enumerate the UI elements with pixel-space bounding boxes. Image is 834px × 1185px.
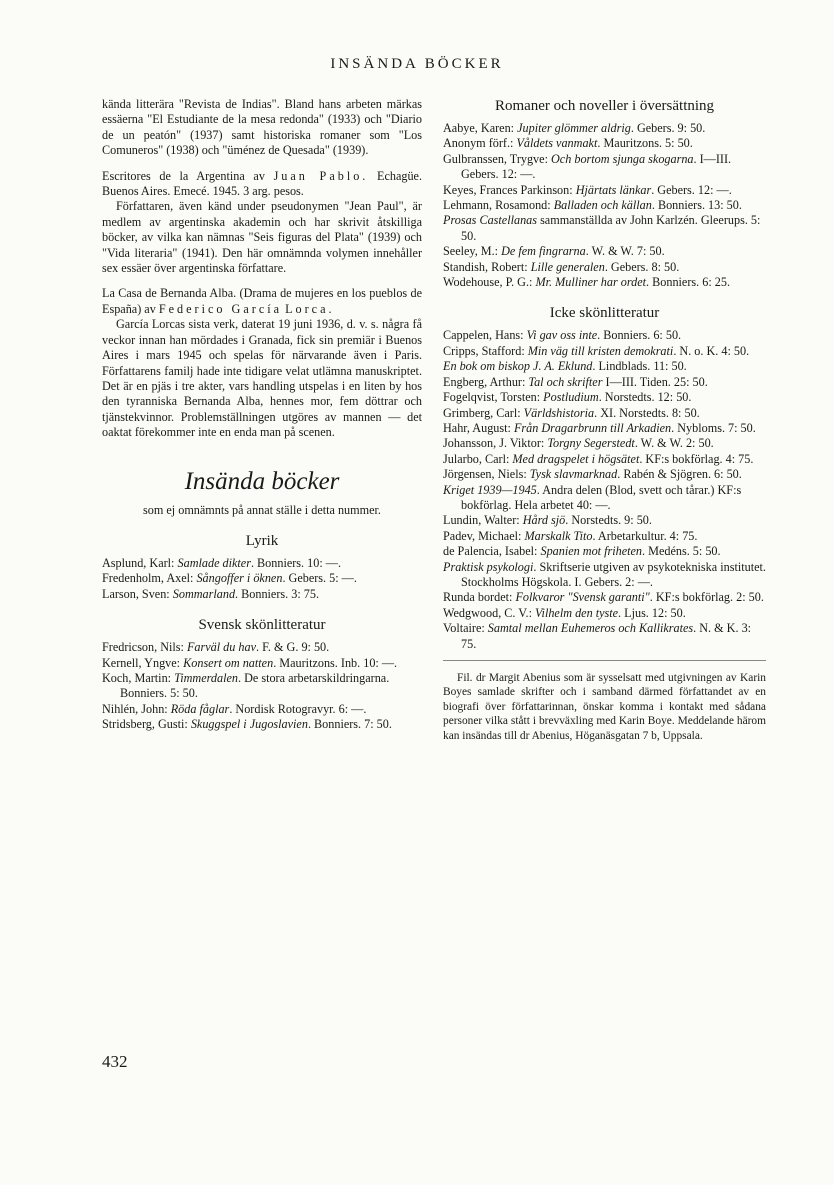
book-publisher: . KF:s bokförlag. 2: 50. — [649, 590, 764, 605]
book-publisher: . Gebers. 9: 50. — [630, 121, 706, 135]
review-casa-body: García Lorcas sista verk, daterat 19 juni 1936, d. v. s. några få veckor innan han mördades i Granada, fick sin premiär i Buenos Aires i mars 1945 och spelas för närvarande även i Paris. Författarens familj hade inte tidigare velat utlämna manuskriptet. Det är en pjäs i tre akter, vars handling utspelas i en liten by hos den tyranniska Bernanda Alba, hennes mor, fem döttrar och tjänstekvinnor. Problemställningen utgöres av mannen — det oaktat förekommer inte en enda man på scenen. — [102, 317, 422, 440]
review-casa-heading: La Casa de Bernanda Alba. (Drama de mujeres en los pueblos de España) av Federico García Lorca. — [102, 286, 422, 316]
book-title: Balladen och källan — [553, 198, 652, 213]
book-entry — [443, 529, 766, 544]
section-title: Insända böcker — [184, 467, 340, 495]
book-publisher: . Bonniers. 6: 25. — [646, 275, 731, 290]
book-title: Hjärtats länkar — [575, 182, 652, 197]
book-entry — [443, 152, 766, 183]
book-author: Standish, Robert: — [443, 259, 531, 274]
book-entry — [102, 571, 422, 586]
book-entry — [102, 671, 422, 702]
book-publisher: . W. & W. 2: 50. — [634, 436, 714, 451]
book-publisher: . I—III. Gebers. 12: —. — [461, 151, 732, 182]
book-entry — [443, 560, 766, 591]
book-entry — [443, 452, 766, 467]
book-author: Anonym förf.: — [443, 136, 517, 151]
book-author: Kernell, Yngve: — [102, 655, 184, 670]
book-author: Koch, Martin: — [102, 670, 175, 685]
book-author: Lundin, Walter: — [443, 513, 523, 528]
book-entry — [443, 359, 766, 374]
book-author: Seeley, M.: — [443, 244, 502, 259]
book-entry — [443, 436, 766, 451]
book-author: Jularbo, Carl: — [443, 451, 513, 466]
book-title: Hård sjö — [522, 513, 566, 528]
book-publisher: . Gebers. 5: —. — [282, 571, 357, 586]
book-author: Wodehouse, P. G.: — [443, 275, 536, 290]
book-publisher: . Nordisk Rotogravyr. 6: —. — [229, 701, 367, 716]
book-publisher: . Mauritzons. Inb. 10: —. — [273, 655, 398, 670]
book-entry — [443, 483, 766, 514]
book-publisher: . Nybloms. 7: 50. — [671, 420, 756, 435]
book-author: Larson, Sven: — [102, 586, 173, 601]
book-author: Fogelqvist, Torsten: — [443, 390, 544, 405]
book-author: Cripps, Stafford: — [443, 343, 528, 358]
book-title: Vi gav oss inte — [526, 328, 598, 343]
book-title: Folkvaror "Svensk garanti" — [515, 590, 650, 605]
book-title: Med dragspelet i högsätet — [512, 451, 640, 466]
book-publisher: . Gebers. 8: 50. — [604, 259, 680, 274]
book-author: Grimberg, Carl: — [443, 405, 524, 420]
right-column — [443, 97, 766, 743]
book-entry — [102, 587, 422, 602]
category-heading: Svensk skönlitteratur — [198, 617, 326, 634]
book-entry — [443, 406, 766, 421]
book-publisher: . Norstedts. 9: 50. — [565, 513, 652, 528]
book-title: Farväl du hav — [186, 640, 257, 655]
book-publisher: . Bonniers. 6: 50. — [597, 328, 682, 343]
book-entry — [443, 136, 766, 151]
book-title: Tysk slavmarknad — [529, 467, 618, 482]
book-author: Fredenholm, Axel: — [102, 571, 197, 586]
book-title: Postludium — [543, 390, 599, 405]
book-list-icke — [443, 304, 766, 652]
book-publisher: . Bonniers. 10: —. — [250, 555, 342, 570]
book-title: Lille generalen — [530, 259, 605, 274]
book-title: Vilhelm den tyste — [535, 605, 619, 620]
review-continuation: kända litterära "Revista de Indias". Bland hans arbeten märkas essäerna "El Estudiante de la mesa redonda" (1933) och "Diario de un peatón" (1937) samt historiska romaner som "Los Comuneros" (1938) och "üménez de Quesada" (1939). — [102, 97, 422, 158]
book-title: Från Dragarbrunn till Arkadien — [513, 420, 672, 435]
book-title: Och bortom sjunga skogarna — [551, 151, 694, 166]
book-title: Skuggspel i Jugoslavien — [190, 717, 308, 732]
book-entry — [443, 328, 766, 343]
book-entry — [443, 213, 766, 244]
book-entry — [443, 390, 766, 405]
book-title: Torgny Segerstedt — [547, 436, 635, 451]
book-entry — [443, 606, 766, 621]
book-author: Nihlén, John: — [102, 701, 171, 716]
book-author: Runda bordet: — [443, 590, 516, 605]
book-publisher: . Mauritzons. 5: 50. — [597, 136, 693, 151]
book-entry — [443, 275, 766, 290]
book-publisher: . Andra delen (Blod, svett och tårar.) KF:s bokförlag. Hela arbetet 40: —. — [461, 482, 742, 512]
book-author: Padev, Michael: — [443, 528, 525, 543]
book-entry — [102, 556, 422, 571]
book-title: Jupiter glömmer aldrig — [517, 121, 631, 135]
book-author: Fredricson, Nils: — [102, 640, 187, 655]
book-entry — [443, 590, 766, 605]
book-title: De fem fingrarna — [501, 244, 586, 259]
book-title: Timmerdalen — [174, 670, 238, 685]
book-publisher: . De stora arbetarskildringarna. Bonniers. 5: 50. — [120, 670, 390, 701]
book-publisher: . Gebers. 12: —. — [651, 182, 732, 197]
book-list-svensk — [102, 616, 422, 732]
book-author: Hahr, August: — [443, 420, 514, 435]
book-title: Röda fåglar — [170, 701, 230, 716]
book-entry — [443, 244, 766, 259]
book-title: Praktisk psykologi — [443, 559, 534, 574]
review-escritores-heading: Escritores de la Argentina av Juan Pablo. Echagüe. Buenos Aires. Emecé. 1945. 3 arg. pesos. — [102, 168, 423, 199]
book-publisher: . F. & G. 9: 50. — [256, 640, 330, 655]
book-author: Gulbranssen, Trygve: — [443, 151, 551, 166]
book-author: de Palencia, Isabel: — [443, 544, 541, 559]
category-heading: Romaner och noveller i översättning — [494, 98, 715, 114]
book-publisher: . Arbetarkultur. 4: 75. — [592, 528, 698, 543]
book-publisher: . Bonniers. 3: 75. — [235, 586, 320, 601]
book-title: Världshistoria — [523, 405, 595, 420]
category-heading: Icke skönlitteratur — [549, 305, 660, 322]
book-publisher: . Norstedts. 12: 50. — [598, 390, 692, 405]
book-author: Asplund, Karl: — [102, 555, 178, 570]
book-title: Min väg till kristen demokrati — [527, 343, 674, 358]
book-publisher: . Rabén & Sjögren. 6: 50. — [617, 467, 742, 482]
book-publisher: . Bonniers. 7: 50. — [307, 717, 392, 732]
book-title: Konsert om natten — [183, 655, 274, 670]
book-author: Jörgensen, Niels: — [443, 467, 530, 482]
book-title: Tal och skrifter — [528, 374, 603, 389]
book-publisher: . W. & W. 7: 50. — [585, 244, 665, 259]
book-author: Voltaire: — [443, 621, 488, 636]
book-publisher: . XI. Norstedts. 8: 50. — [594, 405, 700, 420]
book-publisher: I—III. Tiden. 25: 50. — [602, 374, 708, 389]
book-title: En bok om biskop J. A. Eklund — [443, 359, 593, 374]
book-publisher: . Ljus. 12: 50. — [618, 605, 686, 620]
book-author: Johansson, J. Viktor: — [443, 436, 548, 451]
book-title: Prosas Castellanas — [443, 213, 538, 228]
book-publisher: . Skriftserie utgiven av psykotekniska institutet. Stockholms Högskola. I. Gebers. 2: —. — [461, 559, 766, 589]
book-entry — [443, 544, 766, 559]
divider — [443, 660, 766, 661]
author-name: Juan Pablo. — [273, 168, 369, 183]
category-heading: Lyrik — [245, 532, 279, 549]
book-title: Samtal mellan Euhemeros och Kallikrates — [487, 621, 694, 636]
book-author: Cappelen, Hans: — [443, 328, 527, 343]
book-author: Keyes, Frances Parkinson: — [443, 182, 576, 197]
book-title: Sommarland — [172, 586, 236, 601]
book-entry — [443, 375, 766, 390]
book-title: Samlade dikter — [177, 555, 251, 570]
running-header: INSÄNDA BÖCKER — [330, 56, 504, 72]
book-entry — [102, 702, 422, 717]
book-entry — [443, 621, 766, 652]
book-entry — [443, 344, 766, 359]
book-entry — [102, 717, 422, 732]
book-list-lyrik — [102, 532, 422, 602]
page-number: 432 — [102, 1052, 128, 1071]
section-subtitle: som ej omnämnts på annat ställe i detta nummer. — [143, 502, 381, 517]
book-publisher: . Lindblads. 11: 50. — [592, 359, 687, 374]
book-list-romaner — [443, 97, 766, 290]
book-publisher: . Bonniers. 13: 50. — [651, 198, 742, 213]
book-entry — [443, 467, 766, 482]
book-publisher: . N. o. K. 4: 50. — [673, 343, 750, 358]
book-publisher: . Medéns. 5: 50. — [642, 544, 721, 559]
review-escritores-body: Författaren, även känd under pseudonymen "Jean Paul", är medlem av argentinska akademin och har skrivit åtskilliga böcker, av vilka kan nämnas "Seis figuras del Plata" (1939) och "Vida literaria" (1941). Den här omnämnda volymen innehåller sex essäer över argentinska författare. — [102, 199, 422, 276]
book-title: Sångoffer i öknen — [196, 571, 283, 586]
book-entry — [443, 513, 766, 528]
book-author: Lehmann, Rosamond: — [443, 198, 554, 213]
book-author: Aabye, Karen: — [443, 121, 518, 135]
author-name: Lorca. — [285, 301, 335, 316]
book-title: Mr. Mulliner har ordet — [535, 275, 647, 290]
book-entry — [443, 183, 766, 198]
book-entry — [443, 121, 766, 136]
book-title: Våldets vanmakt — [516, 136, 598, 151]
book-title: Spanien mot friheten — [540, 544, 643, 559]
book-entry — [443, 198, 766, 213]
book-entry — [102, 640, 422, 655]
book-title: Kriget 1939—1945 — [443, 482, 537, 497]
book-author: Engberg, Arthur: — [443, 374, 529, 389]
left-column — [102, 97, 422, 733]
book-entry — [443, 260, 766, 275]
book-author: Stridsberg, Gusti: — [102, 717, 191, 732]
book-publisher: . N. & K. 3: 75. — [461, 621, 752, 651]
book-author: Wedgwood, C. V.: — [443, 605, 536, 620]
notice-paragraph: Fil. dr Margit Abenius som är sysselsatt med utgivningen av Karin Boyes samlade skrifter och i samband därmed författandet av en biografi över författarinnan, önskar komma i kontakt med sådana personer vilka stått i brevväxling med Karin Boye. Meddelande härom kan insändas till dr Abenius, Höganäsgatan 7 b, Uppsala. — [443, 672, 766, 742]
book-publisher: . KF:s bokförlag. 4: 75. — [639, 451, 754, 466]
book-entry — [102, 656, 422, 671]
book-title: Marskalk Tito — [524, 528, 593, 543]
book-publisher: sammanställda av John Karlzén. Gleerups. 5: 50. — [461, 213, 761, 243]
book-entry — [443, 421, 766, 436]
author-name: Federico García — [158, 301, 283, 316]
